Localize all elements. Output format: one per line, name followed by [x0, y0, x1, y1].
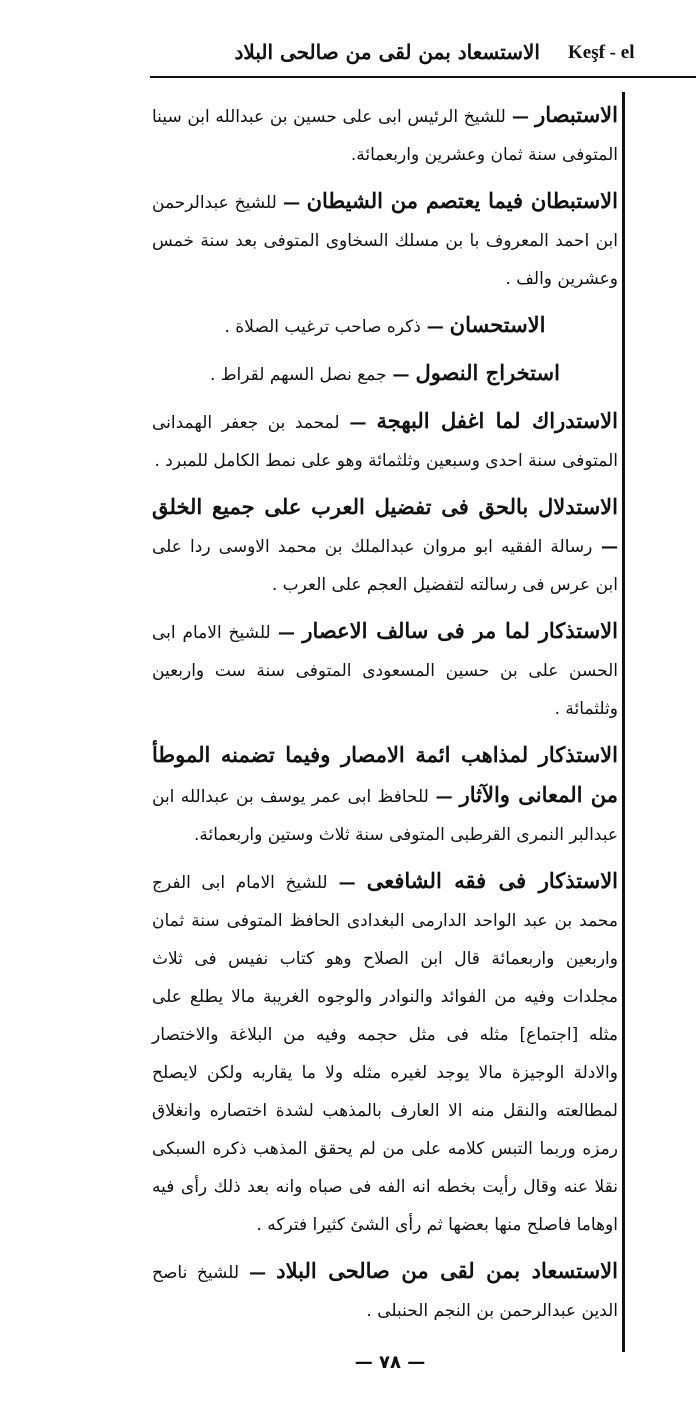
- entry: [152, 96, 618, 174]
- header-rule: [150, 76, 696, 78]
- header-title: الاستسعاد بمن لقى من صالحى البلاد: [234, 40, 540, 64]
- entry-separator: —: [428, 787, 460, 807]
- entry-heading: الاستدراك لما اغفل البهجة: [376, 408, 618, 433]
- entry-heading: الاستسعاد بمن لقى من صالحى البلاد: [276, 1258, 618, 1283]
- entry: [152, 736, 618, 854]
- entry-separator: —: [327, 873, 367, 893]
- entry-text: للشيخ الامام ابى الحسن على بن حسين المسعودى المتوفى سنة ست واربعين وثلثمائة .: [152, 623, 618, 719]
- entry-heading: الاستدلال بالحق فى تفضيل العرب على جميع الخلق: [152, 494, 618, 519]
- entry-separator: —: [420, 317, 450, 337]
- column-rule: [622, 92, 625, 1352]
- entry-separator: —: [339, 413, 377, 433]
- entry-heading: الاستذكار لمذاهب ائمة الامصار وفيما تضمنه الموطأ من المعانى والآثار: [152, 742, 619, 807]
- entry-text: للحافظ ابى عمر يوسف بن عبدالله ابن عبدالبر النمرى القرطبى المتوفى سنة ثلاث وستين واربعمائة.: [152, 787, 618, 845]
- entry-separator: —: [239, 1263, 277, 1283]
- entry-heading: استخراج النصول: [415, 360, 560, 385]
- entry-separator: —: [276, 193, 307, 213]
- entry-separator: —: [270, 623, 303, 643]
- entry-text: لمحمد بن جعفر الهمدانى المتوفى سنة احدى وسبعين وثلثمائة وهو على نمط الكامل للمبرد .: [152, 413, 618, 471]
- header-latin-caption: Keşf - el: [568, 42, 635, 63]
- entry-heading: الاستذكار فى فقه الشافعى: [366, 868, 618, 893]
- entry: [152, 402, 618, 480]
- entry: [152, 354, 618, 394]
- entry-separator: —: [592, 537, 619, 557]
- text-column: [152, 96, 618, 1338]
- entry: [152, 612, 618, 728]
- entry-heading: الاستبطان فيما يعتصم من الشيطان: [306, 188, 618, 213]
- entry-text: للشيخ الامام ابى الفرج محمد بن عبد الواحد الدارمى البغدادى الحافظ المتوفى سنة ثمان واربعين واربعمائة قال ابن الصلاح وهو كتاب نفيس فى ثلاث مجلدات وفيه من الفوائد والنوادر والوجوه الغريبة مالا يطلع على مثله [اجتماع] مثله فى مثل حجمه وفيه من البلاغة والاختصار والادلة الوجيزة مالا يوجد لغيره مثله ولا ما يقاربه ولكن لايصلح لمطالعته والنقل منه الا العارف بالمذهب لشدة اختصاره وانغلاق رمزه وربما التبس كلامه على من لم يحقق المذهب ذكره السبكى نقلا عنه وقال رأيت بخطه انه الفه فى صباه وانه بعد ذلك رأى فيه اوهاما فاصلح منها بعضها ثم رأى الشئ كثيرا فتركه .: [152, 873, 618, 1235]
- entry-separator: —: [386, 365, 416, 385]
- entry-text: للشيخ الرئيس ابى على حسين بن عبدالله ابن سينا المتوفى سنة ثمان وعشرين واربعمائة.: [152, 107, 618, 165]
- entry-separator: —: [505, 107, 536, 127]
- entry-text: رسالة الفقيه ابو مروان عبدالملك بن محمد الاوسى ردا على ابن عرس فى رسالته لتفضيل العجم على العرب .: [152, 537, 618, 595]
- entry-heading: الاستحسان: [449, 312, 546, 337]
- running-header: [150, 40, 696, 80]
- entry: [152, 182, 618, 298]
- entry-text: للشيخ ناصح الدين عبدالرحمن بن النجم الحنبلى .: [152, 1263, 618, 1321]
- page-number: — ٧٨ —: [354, 1352, 426, 1373]
- entry-heading: الاستبصار: [535, 102, 618, 127]
- entry-text: ذكره صاحب ترغيب الصلاة .: [224, 317, 421, 337]
- entry: [152, 1252, 618, 1330]
- entry-heading: الاستذكار لما مر فى سالف الاعصار: [302, 618, 618, 643]
- entry: [152, 488, 618, 604]
- entry: [152, 862, 618, 1244]
- entry-text: للشيخ عبدالرحمن ابن احمد المعروف با بن مسلك السخاوى المتوفى بعد سنة خمس وعشرين والف .: [152, 193, 618, 289]
- entry-text: جمع نصل السهم لقراط .: [210, 365, 387, 385]
- entry: [152, 306, 618, 346]
